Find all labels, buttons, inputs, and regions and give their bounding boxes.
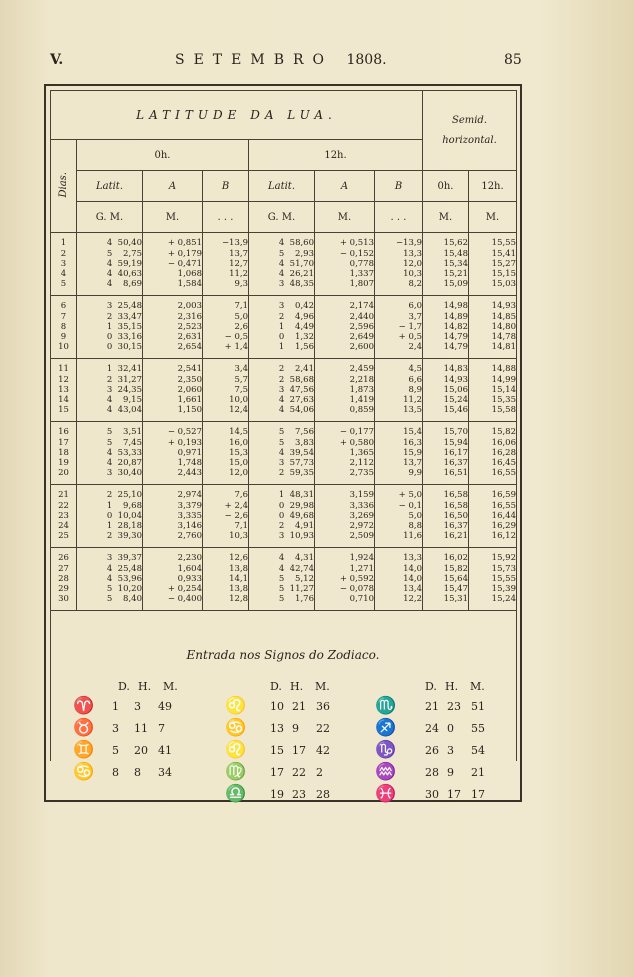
cell-b0: −13,9 13,7 12,7 11,2 9,3 [203,233,249,296]
table-row-group [51,359,517,422]
zodiac-header-col_h: H. [290,680,304,693]
col-semid-0: 0h. [423,171,469,202]
zodiac-value-d: 8 [112,766,119,779]
table-row-group [51,548,517,611]
zodiac-value-d: 19 [270,788,284,801]
col-b-12: B [375,171,423,202]
zodiac-value-d: 13 [270,722,284,735]
zodiac-value-h: 17 [292,744,306,757]
table-row-group [51,233,517,296]
zodiac-value-m: 49 [158,700,172,713]
zodiac-sign-icon: ♏ [375,696,397,716]
cell-days: 26 27 28 29 30 [51,548,77,611]
zodiac-value-m: 22 [316,722,330,735]
zodiac-value-d: 1 [112,700,119,713]
zodiac-value-m: 54 [471,744,485,757]
page-header [0,52,634,74]
zodiac-value-m: 17 [471,788,485,801]
cell-a0: 2,974 3,379 3,335 3,146 2,760 [143,485,203,548]
cell-lat12: 3 0,42 2 4,96 1 4,49 0 1,32 1 1,56 [249,296,315,359]
cell-sd0: 16,58 16,58 16,50 16,37 16,21 [423,485,469,548]
cell-b12: −13,9 13,3 12,0 10,3 8,2 [375,233,423,296]
zodiac-value-h: 20 [134,744,148,757]
zodiac-value-h: 8 [134,766,141,779]
semid-line2: horizontal. [442,134,497,146]
zodiac-value-d: 26 [425,744,439,757]
zodiac-value-d: 28 [425,766,439,779]
cell-a0: 2,230 1,604 0,933 + 0,254 − 0,400 [143,548,203,611]
cell-b12: 15,4 16,3 15,9 13,7 9,9 [375,422,423,485]
cell-b0: 14,5 16,0 15,3 15,0 12,0 [203,422,249,485]
cell-b0: 12,6 13,8 14,1 13,8 12,8 [203,548,249,611]
zodiac-value-m: 2 [316,766,323,779]
zodiac-sign-icon: ♎ [225,784,247,804]
zodiac-sign-icon: ♉ [73,718,95,738]
cell-sd12: 15,55 15,41 15,27 15,15 15,03 [469,233,517,296]
zodiac-sign-icon: ♌ [225,696,247,716]
col-a-12: A [315,171,375,202]
month-title [175,52,387,68]
hour12-header: 12h. [249,140,423,171]
cell-lat0: 5 3,51 5 7,45 4 53,33 4 20,87 3 30,40 [77,422,143,485]
cell-b12: 6,0 3,7 − 1,7 + 0,5 2,4 [375,296,423,359]
zodiac-header-col_d: D. [118,680,130,693]
cell-sd0: 15,70 15,94 16,17 16,37 16,51 [423,422,469,485]
cell-lat12: 4 4,31 4 42,74 5 5,12 5 11,27 5 1,76 [249,548,315,611]
cell-sd12: 16,59 16,55 16,44 16,29 16,12 [469,485,517,548]
cell-days: 6 7 8 9 10 [51,296,77,359]
cell-lat12: 2 2,41 2 58,68 3 47,56 4 27,63 4 54,06 [249,359,315,422]
cell-sd0: 15,62 15,48 15,34 15,21 15,09 [423,233,469,296]
col-latit: Latit. [77,171,143,202]
zodiac-value-m: 21 [471,766,485,779]
cell-b12: 4,5 6,6 8,9 11,2 13,5 [375,359,423,422]
col-latit-12: Latit. [249,171,315,202]
cell-a12: + 0,513 − 0,152 0,778 1,337 1,807 [315,233,375,296]
zodiac-header-col_m: M. [470,680,485,693]
cell-a0: + 0,851 + 0,179 − 0,471 1,068 1,584 [143,233,203,296]
month-name: SETEMBRO [175,52,334,68]
semid-header [423,91,517,171]
table-body [51,233,517,611]
year: 1808. [346,52,387,68]
zodiac-value-h: 9 [447,766,454,779]
table-row-group [51,485,517,548]
zodiac-value-m: 28 [316,788,330,801]
zodiac-value-d: 15 [270,744,284,757]
cell-lat12: 1 48,31 0 29,98 0 49,68 2 4,91 3 10,93 [249,485,315,548]
cell-days: 21 22 23 24 25 [51,485,77,548]
zodiac-value-m: 42 [316,744,330,757]
cell-a0: 2,541 2,350 2,060 1,661 1,150 [143,359,203,422]
col-semid-12: 12h. [469,171,517,202]
unit-dots: . . . [203,202,249,233]
unit-dots-12: . . . [375,202,423,233]
semid-line1: Semid. [451,114,488,126]
zodiac-value-d: 17 [270,766,284,779]
zodiac-value-h: 21 [292,700,306,713]
cell-sd0: 14,98 14,89 14,82 14,79 14,79 [423,296,469,359]
zodiac-value-d: 10 [270,700,284,713]
zodiac-sign-icon: ♓ [375,784,397,804]
zodiac-value-h: 11 [134,722,148,735]
zodiac-value-h: 9 [292,722,299,735]
zodiac-value-m: 36 [316,700,330,713]
cell-a12: 1,924 1,271 + 0,592 − 0,078 0,710 [315,548,375,611]
cell-sd0: 16,02 15,82 15,64 15,47 15,31 [423,548,469,611]
cell-sd12: 15,92 15,73 15,55 15,39 15,24 [469,548,517,611]
zodiac-value-m: 51 [471,700,485,713]
cell-sd12: 14,88 14,99 15,14 15,35 15,58 [469,359,517,422]
zodiac-value-m: 34 [158,766,172,779]
cell-b0: 7,1 5,0 2,6 − 0,5 + 1,4 [203,296,249,359]
cell-a12: 2,459 2,218 1,873 1,419 0,859 [315,359,375,422]
days-header [51,140,77,233]
table-row-group [51,422,517,485]
cell-a12: − 0,177 + 0,580 1,365 2,112 2,735 [315,422,375,485]
zodiac-value-h: 22 [292,766,306,779]
table-row-group [51,296,517,359]
cell-lat0: 2 25,10 1 9,68 0 10,04 1 28,18 2 39,30 [77,485,143,548]
zodiac-sign-icon: ♒ [375,762,397,782]
zodiac-value-d: 24 [425,722,439,735]
cell-lat12: 4 58,60 5 2,93 4 51,70 4 26,21 3 48,35 [249,233,315,296]
cell-lat0: 3 25,48 2 33,47 1 35,15 0 33,16 0 30,15 [77,296,143,359]
zodiac-header-col_d: D. [270,680,282,693]
cell-lat0: 1 32,41 2 31,27 3 24,35 4 9,15 4 43,04 [77,359,143,422]
zodiac-value-h: 3 [447,744,454,757]
cell-sd12: 15,82 16,06 16,28 16,45 16,55 [469,422,517,485]
col-a: A [143,171,203,202]
cell-days: 1 2 3 4 5 [51,233,77,296]
zodiac-value-m: 41 [158,744,172,757]
zodiac-sign-icon: ♋ [225,718,247,738]
zodiac-value-h: 23 [447,700,461,713]
zodiac-value-h: 17 [447,788,461,801]
zodiac-header-col_h: H. [138,680,152,693]
zodiac-sign-icon: ♊ [73,740,95,760]
zodiac-title: Entrada nos Signos do Zodiaco. [186,648,380,662]
col-b: B [203,171,249,202]
cell-b0: 7,6 + 2,4 − 2,6 7,1 10,3 [203,485,249,548]
zodiac-sign-icon: ♈ [73,696,95,716]
cell-a12: 3,159 3,336 3,269 2,972 2,509 [315,485,375,548]
unit-semid-12: M. [469,202,517,233]
cell-days: 11 12 13 14 15 [51,359,77,422]
zodiac-sign-icon: ♐ [375,718,397,738]
days-label: Dias. [58,171,69,198]
page-number: 85 [504,52,522,68]
zodiac-value-m: 55 [471,722,485,735]
zodiac-value-d: 30 [425,788,439,801]
hour0-header: 0h. [77,140,249,171]
zodiac-sign-icon: ♌ [225,740,247,760]
zodiac-header-col_m: M. [163,680,178,693]
zodiac-header-col_m: M. [315,680,330,693]
cell-b12: 13,3 14,0 14,0 13,4 12,2 [375,548,423,611]
cell-sd12: 14,93 14,85 14,80 14,78 14,81 [469,296,517,359]
unit-m-12: M. [315,202,375,233]
unit-gm-12: G. M. [249,202,315,233]
section-number: V. [50,52,64,68]
cell-lat0: 4 50,40 5 2,75 4 59,19 4 40,63 4 8,69 [77,233,143,296]
zodiac-value-d: 3 [112,722,119,735]
zodiac-value-m: 7 [158,722,165,735]
cell-a0: 2,003 2,316 2,523 2,631 2,654 [143,296,203,359]
unit-gm: G. M. [77,202,143,233]
cell-lat0: 3 39,37 4 25,48 4 53,96 5 10,20 5 8,40 [77,548,143,611]
zodiac-sign-icon: ♑ [375,740,397,760]
zodiac-header-col_h: H. [445,680,459,693]
cell-sd0: 14,83 14,93 15,06 15,24 15,46 [423,359,469,422]
zodiac-value-h: 23 [292,788,306,801]
unit-semid-0: M. [423,202,469,233]
zodiac-value-d: 21 [425,700,439,713]
zodiac-value-h: 3 [134,700,141,713]
zodiac-sign-icon: ♋ [73,762,95,782]
cell-a12: 2,174 2,440 2,596 2,649 2,600 [315,296,375,359]
cell-a0: − 0,527 + 0,193 0,971 1,748 2,443 [143,422,203,485]
zodiac-value-h: 0 [447,722,454,735]
cell-lat12: 5 7,56 5 3,83 4 39,54 3 57,73 2 59,35 [249,422,315,485]
zodiac-header-col_d: D. [425,680,437,693]
cell-days: 16 17 18 19 20 [51,422,77,485]
table-title: LATITUDE DA LUA. [51,91,423,140]
zodiac-value-d: 5 [112,744,119,757]
cell-b0: 3,4 5,7 7,5 10,0 12,4 [203,359,249,422]
unit-m: M. [143,202,203,233]
cell-b12: + 5,0 − 0,1 5,0 8,8 11,6 [375,485,423,548]
zodiac-sign-icon: ♍ [225,762,247,782]
